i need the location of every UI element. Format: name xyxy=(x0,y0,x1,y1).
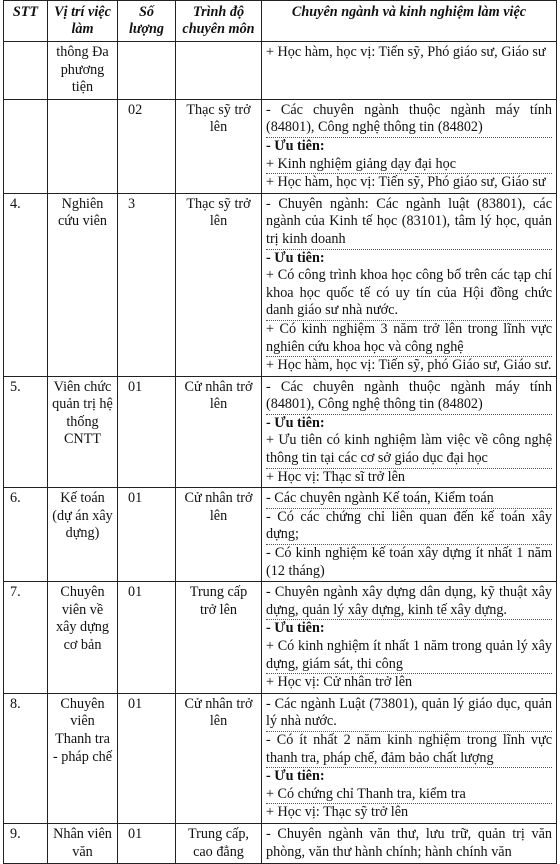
header-level: Trình độ chuyên môn xyxy=(176,1,262,42)
row-position: Nghiên cứu viên xyxy=(48,193,118,376)
row-stt xyxy=(4,99,48,193)
row-requirements xyxy=(262,376,557,488)
requirement-line: + Có công trình khoa học công bố trên các tạp chí khoa học quốc tế có uy tín của Hội đồng chức danh giáo sư nhà nước. xyxy=(266,267,552,319)
row-quantity: 02 xyxy=(118,99,176,193)
table-row xyxy=(4,693,557,823)
row-position: thông Đa phương tiện xyxy=(48,42,118,100)
row-quantity: 3 xyxy=(118,193,176,376)
requirement-line: - Ưu tiên: xyxy=(266,249,552,268)
row-level: Thạc sỹ trở lên xyxy=(176,99,262,193)
table-row xyxy=(4,488,557,582)
requirement-line: + Có kinh nghiệm ít nhất 1 năm trong quản lý xây dựng, giám sát, thi công xyxy=(266,638,552,672)
requirement-line: + Học hàm, học vị: Tiến sỹ, Phó giáo sư, Giáo sư xyxy=(266,173,552,192)
row-level: Cử nhân trở lên xyxy=(176,693,262,823)
row-requirements xyxy=(262,42,557,100)
row-stt: 8. xyxy=(4,693,48,823)
table-body xyxy=(4,42,557,864)
row-requirements xyxy=(262,99,557,193)
requirement-line: + Học hàm, học vị: Tiến sỹ, phó Giáo sư, Giáo sư. xyxy=(266,357,552,374)
requirement-line: - Chuyên ngành văn thư, lưu trữ, quản trị văn phòng, văn thư hành chính; hành chính văn xyxy=(266,825,552,860)
row-level: Cử nhân trở lên xyxy=(176,376,262,488)
row-quantity: 01 xyxy=(118,582,176,694)
row-stt: 9. xyxy=(4,823,48,863)
table-row xyxy=(4,376,557,488)
row-requirements xyxy=(262,693,557,823)
row-stt: 7. xyxy=(4,582,48,694)
row-quantity: 01 xyxy=(118,693,176,823)
row-level: Trung cấp, cao đẳng xyxy=(176,823,262,863)
table-header-row xyxy=(4,1,557,42)
requirement-line: - Có kinh nghiệm kế toán xây dựng ít nhất 1 năm (12 tháng) xyxy=(266,545,552,579)
row-stt: 4. xyxy=(4,193,48,376)
requirement-line: + Ưu tiên có kinh nghiệm làm việc về công nghệ thông tin tại các cơ sở giáo dục đại học xyxy=(266,432,552,467)
requirement-line: - Ưu tiên: xyxy=(266,619,552,638)
requirement-line: - Các chuyên ngành thuộc ngành máy tính (84801), Công nghệ thông tin (84802) xyxy=(266,101,552,136)
row-stt xyxy=(4,42,48,100)
requirement-line: - Các ngành Luật (73801), quản lý giáo dục, quản lý nhà nước. xyxy=(266,695,552,730)
row-stt: 6. xyxy=(4,488,48,582)
row-requirements xyxy=(262,823,557,863)
requirement-line: + Có kinh nghiệm 3 năm trở lên trong lĩnh vực nghiên cứu khoa học và công nghệ xyxy=(266,320,552,355)
requirement-line: - Ưu tiên: xyxy=(266,767,552,786)
row-requirements xyxy=(262,488,557,582)
table-row xyxy=(4,823,557,863)
recruitment-table xyxy=(3,0,557,864)
row-level: Trung cấp trở lên xyxy=(176,582,262,694)
requirement-line: + Kinh nghiệm giảng dạy đại học xyxy=(266,155,457,172)
row-level: Thạc sỹ trở lên xyxy=(176,193,262,376)
row-position: Viên chức quản trị hệ thống CNTT xyxy=(48,376,118,488)
header-position: Vị trí việc làm xyxy=(48,1,118,42)
table-row xyxy=(4,582,557,694)
header-quantity: Số lượng xyxy=(118,1,176,42)
requirement-line: - Các chuyên ngành Kế toán, Kiểm toán xyxy=(266,490,494,507)
row-quantity xyxy=(118,42,176,100)
row-level xyxy=(176,42,262,100)
row-position: Nhân viên văn xyxy=(48,823,118,863)
requirement-line: - Ưu tiên: xyxy=(266,137,552,156)
requirement-line: - Các chuyên ngành thuộc ngành máy tính (84801), Công nghệ thông tin (84802) xyxy=(266,378,552,413)
requirement-line: + Học vị: Thạc sĩ trở lên xyxy=(266,468,552,487)
table-row xyxy=(4,99,557,193)
row-level: Cử nhân trở lên xyxy=(176,488,262,582)
row-quantity: 01 xyxy=(118,376,176,488)
requirement-line: + Học vị: Cử nhân trở lên xyxy=(266,673,552,692)
table-row xyxy=(4,193,557,376)
row-position: Kế toán (dự án xây dựng) xyxy=(48,488,118,582)
requirement-line: - Có ít nhất 2 năm kinh nghiệm trong lĩnh vực thanh tra, pháp chế, đảm bảo chất lượng xyxy=(266,731,552,766)
header-requirements: Chuyên ngành và kinh nghiệm làm việc xyxy=(262,1,557,42)
table-row xyxy=(4,42,557,100)
requirement-line: - Ưu tiên: xyxy=(266,414,552,433)
header-stt: STT xyxy=(4,1,48,42)
requirement-line: - Chuyên ngành xây dựng dân dụng, kỹ thuật xây dựng, quản lý xây dựng, kinh tế xây dựng. xyxy=(266,584,552,618)
row-position xyxy=(48,99,118,193)
row-stt: 5. xyxy=(4,376,48,488)
requirement-line: + Học hàm, học vị: Tiến sỹ, Phó giáo sư, Giáo sư xyxy=(266,44,546,60)
requirement-line: - Chuyên ngành: Các ngành luật (83801), các ngành của Kinh tế học (83101), tâm lý học, quản trị kinh doanh xyxy=(266,195,552,247)
row-position: Chuyên viên về xây dựng cơ bản xyxy=(48,582,118,694)
row-quantity: 01 xyxy=(118,488,176,582)
requirement-line: + Có chứng chỉ Thanh tra, kiểm tra xyxy=(266,785,466,802)
requirement-line: + Học vị: Thạc sỹ trở lên xyxy=(266,803,552,822)
row-position: Chuyên viên Thanh tra - pháp chế xyxy=(48,693,118,823)
row-requirements xyxy=(262,193,557,376)
row-quantity: 01 xyxy=(118,823,176,863)
requirement-line: - Có các chứng chỉ liên quan đến kế toán xây dựng; xyxy=(266,508,552,543)
row-requirements xyxy=(262,582,557,694)
